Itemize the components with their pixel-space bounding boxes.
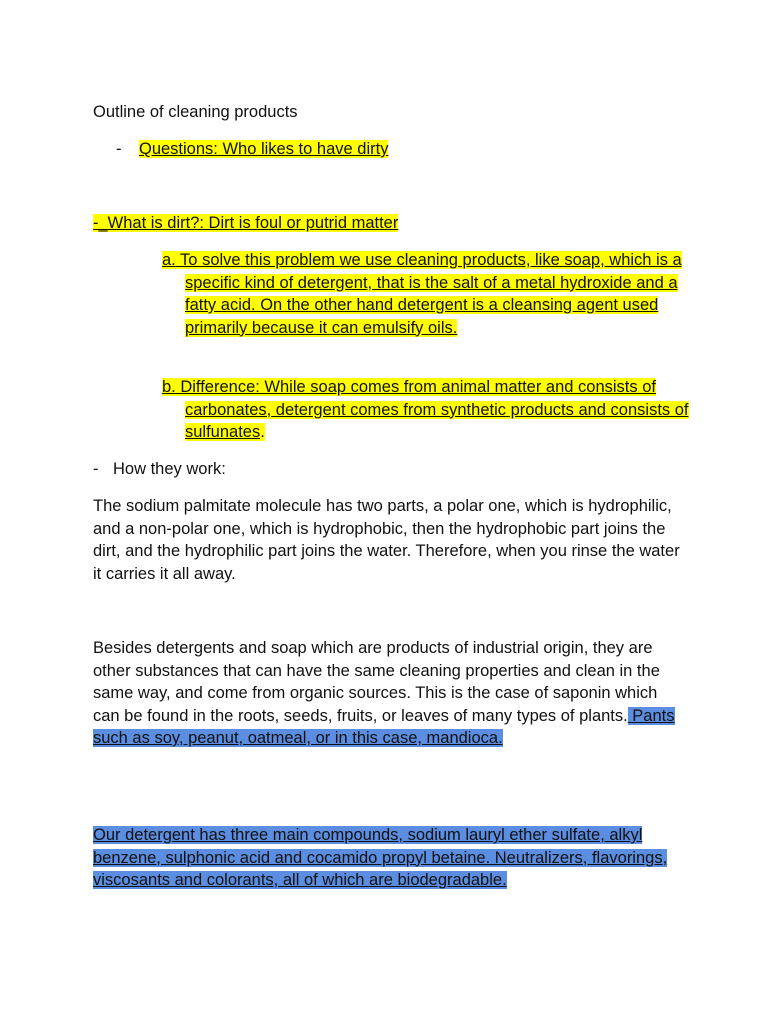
sub-item-b xyxy=(162,376,695,444)
paragraph-molecule xyxy=(93,495,683,585)
questions-bullet xyxy=(116,138,676,161)
document-title xyxy=(93,101,683,124)
questions-text: Questions: Who likes to have dirty xyxy=(139,140,389,158)
sub-item-a-label: a. xyxy=(162,251,176,269)
bullet-dash: - xyxy=(116,140,122,158)
sub-item-a-text: To solve this problem we use cleaning products, like soap, which is a specific kind of detergent, that is the salt of a metal hydroxide and a fatty acid. On the other hand detergent is a cleansing agent used primarily because it can emulsify oils. xyxy=(175,251,682,337)
paragraph-compounds-text: Our detergent has three main compounds, sodium lauryl ether sulfate, alkyl benzene, sulphonic acid and cocamido propyl betaine. Neutralizers, flavorings, viscosants and colorants, all of which are biodegradable. xyxy=(93,826,668,889)
dirt-text: What is dirt?: Dirt is foul or putrid matter xyxy=(107,214,399,232)
bullet-dash: -_ xyxy=(93,214,108,232)
paragraph-saponin-text: Besides detergents and soap which are products of industrial origin, they are other substances that can have the same cleaning properties and clean in the same way, and come from organic sources. This is the case of saponin which can be found in the roots, seeds, fruits, or leaves of many types of plants. xyxy=(93,639,660,725)
paragraph-saponin-highlight: Pants such as soy, peanut, oatmeal, or in this case, mandioca. xyxy=(93,706,675,747)
paragraph-saponin xyxy=(93,637,683,750)
paragraph-molecule-text: The sodium palmitate molecule has two parts, a polar one, which is hydrophilic, and a non-polar one, which is hydrophobic, then the hydrophobic part joins the dirt, and the hydrophilic part joins the water. Therefore, when you rinse the water it carries it all away. xyxy=(93,497,680,583)
how-bullet xyxy=(93,458,683,481)
title-text: Outline of cleaning products xyxy=(93,103,298,121)
sub-item-b-label: b. xyxy=(162,378,176,396)
sub-item-b-end: . xyxy=(260,423,265,441)
sub-item-a xyxy=(162,249,695,339)
sub-item-b-text: Difference: While soap comes from animal matter and consists of carbonates, detergent comes from synthetic products and consists of sulfunates xyxy=(175,378,689,441)
paragraph-compounds xyxy=(93,824,683,892)
how-text: How they work: xyxy=(113,460,226,478)
dirt-bullet xyxy=(93,212,683,235)
bullet-dash: - xyxy=(93,460,99,478)
